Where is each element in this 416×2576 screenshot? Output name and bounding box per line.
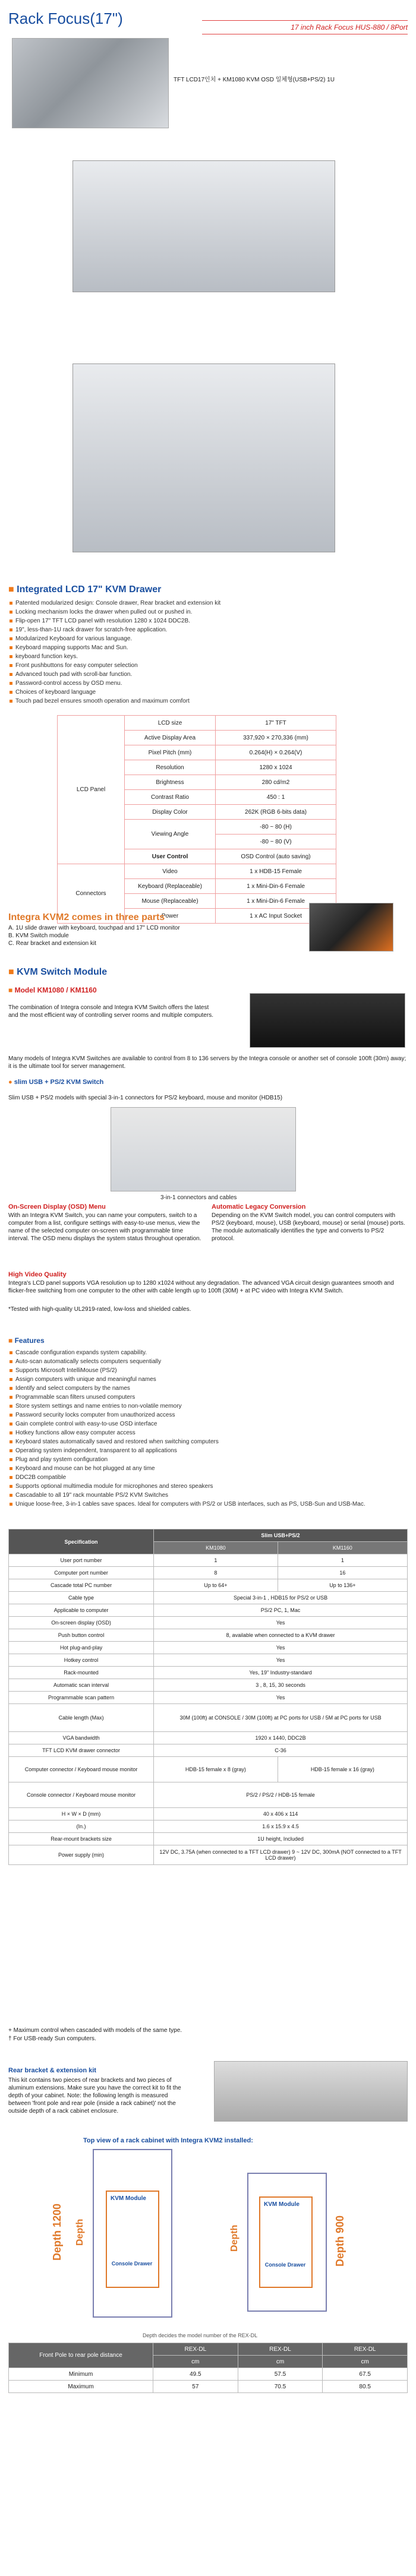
integrated-bullet: keyboard function keys.	[8, 652, 365, 661]
integrated-bullets	[8, 599, 365, 706]
feature-item: Supports Microsoft IntelliMouse (PS/2)	[8, 1366, 401, 1375]
spec-label: Push button control	[9, 1629, 154, 1642]
spec-value: 337,920 × 270,336 (mm)	[216, 731, 336, 745]
feature-item: Store system settings and name entries to non-volatile memory	[8, 1402, 401, 1411]
spec-label: Active Display Area	[125, 731, 216, 745]
feature-item: Plug and play system configuration	[8, 1455, 401, 1464]
video-text: Integra's LCD panel supports VGA resolution up to 1280 x1024 without any degradation. The advanced VGA circuit design guarantees smooth and flicker-free switching from one computer to the other with cable length up to 100ft (30M) + at PC video with Integra KVM Switch.	[8, 1280, 394, 1294]
depth-1200-label: Depth 1200	[51, 2203, 63, 2261]
module-frame-right	[259, 2196, 313, 2288]
depth-value: 67.5	[323, 2368, 408, 2381]
integrated-bullet: Front pushbuttons for easy computer selection	[8, 661, 365, 670]
feature-item: DDC2B compatible	[8, 1473, 401, 1482]
spec-label: VGA bandwidth	[9, 1732, 154, 1744]
switch-spec-table	[8, 1529, 408, 1865]
spec-label: Power supply (min)	[9, 1845, 154, 1865]
product-subtitle: 17 inch Rack Focus HUS-880 / 8Port	[202, 20, 408, 34]
kvm-module-label-left: KVM Module	[111, 2195, 146, 2202]
feature-item: Gain complete control with easy-to-use OSD interface	[8, 1420, 401, 1428]
integrated-bullet: Locking mechanism locks the drawer when pulled out or pushed in.	[8, 608, 365, 617]
spec-label: Applicable to computer	[9, 1604, 154, 1617]
integrated-bullet: Password-control access by OSD menu.	[8, 679, 365, 688]
spec-value: -80 ~ 80 (H)	[216, 820, 336, 835]
product-title: Rack Focus(17")	[8, 10, 123, 27]
switch-paragraph-2: Many models of Integra KVM Switches are available to control from 8 to 136 servers by the Integra console or another set of console 100ft (30m) away; it is the ultimate tool for server management.	[8, 1055, 406, 1070]
spec-value: Up to 136+	[278, 1579, 407, 1592]
slim-description: Slim USB + PS/2 models with special 3-in-1 connectors for PS/2 keyboard, mouse and monitor (HDB15)	[8, 1095, 283, 1101]
spec-value: 16	[278, 1567, 407, 1579]
spec-label: LCD size	[125, 716, 216, 731]
spec-label: TFT LCD KVM drawer connector	[9, 1744, 154, 1757]
depth-value: 70.5	[238, 2381, 323, 2393]
bracket-photo	[214, 2061, 408, 2122]
spec-value: Up to 64+	[154, 1579, 278, 1592]
spec-label: Contrast Ratio	[125, 790, 216, 805]
depth-table-header: Front Pole to rear pole distance	[9, 2343, 153, 2368]
depth-row-label: Minimum	[9, 2368, 153, 2381]
spec-label: Hot plug-and-play	[9, 1642, 154, 1654]
depth-row-label: Maximum	[9, 2381, 153, 2393]
spec-label: Viewing Angle	[125, 820, 216, 849]
spec-value: 280 cd/m2	[216, 775, 336, 790]
spec-value: Yes	[154, 1654, 408, 1667]
spec-value: 1.6 x 15.9 x 4.5	[154, 1820, 408, 1833]
spec-label: Pixel Pitch (mm)	[125, 745, 216, 760]
spec-value: 1920 x 1440, DDC2B	[154, 1732, 408, 1744]
kvm-drawer-photo	[12, 38, 169, 128]
features-title: ■ Features	[8, 1336, 45, 1345]
spec-label: Power	[125, 909, 216, 924]
rex-col: REX-DL	[238, 2343, 323, 2356]
kvm-switch-photo	[250, 993, 405, 1048]
spec-label: Display Color	[125, 805, 216, 820]
model-col-1: KM1080	[154, 1542, 278, 1554]
spec-value: 0.264(H) × 0.264(V)	[216, 745, 336, 760]
kvm2-item: B. KVM Switch module	[8, 933, 69, 939]
spec-label: Video	[125, 864, 216, 879]
kvm-module-label-right: KVM Module	[264, 2201, 300, 2208]
spec-value: 1 x Mini-Din-6 Female	[216, 879, 336, 894]
cable-caption: 3-in-1 connectors and cables	[160, 1194, 237, 1201]
module-frame-left	[106, 2191, 159, 2288]
spec-value: 1	[278, 1554, 407, 1567]
unit-col: cm	[153, 2356, 238, 2368]
spec-note-1: + Maximum control when cascaded with models of the same type.	[8, 2027, 182, 2034]
kvm2-item: A. 1U slide drawer with keyboard, touchpad and 17" LCD monitor	[8, 925, 180, 931]
feature-item: Hotkey functions allow easy computer access	[8, 1428, 401, 1437]
spec-value: PS/2 PC, 1, Mac	[154, 1604, 408, 1617]
spec-value: C-36	[154, 1744, 408, 1757]
spec-value: 12V DC, 3.75A (when connected to a TFT LCD drawer) 9 ~ 12V DC, 300mA (NOT connected to a TFT LCD drawer)	[154, 1845, 408, 1865]
integrated-bullet: Flip-open 17" TFT LCD panel with resolution 1280 x 1024 DDC2B.	[8, 617, 365, 625]
spec-label: Programmable scan pattern	[9, 1692, 154, 1704]
kvm2-title: Integra KVM2 comes in three parts	[8, 912, 165, 922]
rex-col: REX-DL	[323, 2343, 408, 2356]
spec-value: Yes, 19" Industry-standard	[154, 1667, 408, 1679]
spec-label: On-screen display (OSD)	[9, 1617, 154, 1629]
lcd-panel-group: LCD Panel	[58, 716, 125, 864]
integrated-title-text: Integrated LCD 17" KVM Drawer	[17, 584, 162, 595]
feature-item: Operating system independent, transparent to all applications	[8, 1446, 401, 1455]
feature-item: Auto-scan automatically selects computers sequentially	[8, 1357, 401, 1366]
spec-value: PS/2 / PS/2 / HDB-15 female	[154, 1782, 408, 1808]
spec-value: 1	[154, 1554, 278, 1567]
depth-label-left: Depth	[75, 2218, 85, 2246]
spec-label: Rear-mount brackets size	[9, 1833, 154, 1845]
switch-paragraph-1: The combination of Integra console and Integra KVM Switch offers the latest and the most efficient way of controlling server rooms and multiple computers.	[8, 1004, 213, 1019]
bracket-text: This kit contains two pieces of rear brackets and two pieces of aluminum extensions. Make sure you have the correct kit to fit the depth of your cabinet. Note: the following length is measured between 'front pole and rear pole (inside a rack cabinet)' not the outside depth of a rack cabinet enclosure.	[8, 2077, 181, 2114]
spec-label: Console connector / Keyboard mouse monitor	[9, 1782, 154, 1808]
spec-value: OSD Control (auto saving)	[216, 849, 336, 864]
integrated-bullet: Touch pad bezel ensures smooth operation and maximum comfort	[8, 697, 365, 706]
cable-photo	[111, 1107, 296, 1191]
spec-note-2: † For USB-ready Sun computers.	[8, 2035, 96, 2042]
osd-title: On-Screen Display (OSD) Menu	[8, 1203, 106, 1210]
feature-item: Keyboard and mouse can be hot plugged at any time	[8, 1464, 401, 1473]
spec-value: 1 x Mini-Din-6 Female	[216, 894, 336, 909]
depth-value: 49.5	[153, 2368, 238, 2381]
legacy-text: Depending on the KVM Switch model, you can control computers with PS/2 (keyboard, mouse), USB (keyboard, mouse) or serial (mouse) ports. The module automatically identifies the type and converts to PS/2 protocol.	[212, 1212, 405, 1242]
feature-item: Unique loose-free, 3-in-1 cables save spaces. Ideal for computers with PS/2 or USB interfaces, such as PS, USB-Sun and USB-Mac.	[8, 1500, 401, 1509]
spec-value: Yes	[154, 1617, 408, 1629]
spec-value: HDB-15 female x 16 (gray)	[278, 1757, 407, 1782]
integrated-bullet: Patented modularized design: Console drawer, Rear bracket and extension kit	[8, 599, 365, 608]
spec-label: Hotkey control	[9, 1654, 154, 1667]
feature-item: Programmable scan filters unused computers	[8, 1393, 401, 1402]
spec-label: (In.)	[9, 1820, 154, 1833]
bracket-title: Rear bracket & extension kit	[8, 2067, 96, 2074]
spec-value: 1U height, Included	[154, 1833, 408, 1845]
tested-note: *Tested with high-quality UL2919-rated, low-loss and shielded cables.	[8, 1306, 191, 1313]
spec-value: 262K (RGB 6-bits data)	[216, 805, 336, 820]
spec-value: 17" TFT	[216, 716, 336, 731]
console-drawer-label-right: Console Drawer	[264, 2262, 306, 2268]
spec-value: 1 x HDB-15 Female	[216, 864, 336, 879]
spec-value: 3 , 8, 15, 30 seconds	[154, 1679, 408, 1692]
spec-value: 8	[154, 1567, 278, 1579]
depth-table	[8, 2343, 408, 2393]
rex-col: REX-DL	[153, 2343, 238, 2356]
spec-value: Yes	[154, 1692, 408, 1704]
spec-value: 8, available when connected to a KVM drawer	[154, 1629, 408, 1642]
spec-label: Mouse (Replaceable)	[125, 894, 216, 909]
switch-model-text: Model KM1080 / KM1160	[14, 986, 97, 994]
spec-label: Automatic scan interval	[9, 1679, 154, 1692]
feature-item: Supports optional multimedia module for microphones and stereo speakers	[8, 1482, 401, 1491]
console-drawer-label-left: Console Drawer	[111, 2261, 153, 2267]
features-title-text: Features	[14, 1336, 45, 1345]
spec-label: Resolution	[125, 760, 216, 775]
feature-item: Cascadable to all 19" rack mountable PS/2 KVM Switches	[8, 1491, 401, 1500]
slim-title-text: slim USB + PS/2 KVM Switch	[14, 1079, 104, 1086]
feature-item: Assign computers with unique and meaningful names	[8, 1375, 401, 1384]
connectors-group: Connectors	[58, 864, 125, 924]
three-parts-image	[309, 903, 393, 952]
switch-title-text: KVM Switch Module	[17, 967, 108, 977]
unit-col: cm	[238, 2356, 323, 2368]
spec-value: 450 : 1	[216, 790, 336, 805]
depth-value: 57.5	[238, 2368, 323, 2381]
spec-label: Cascade total PC number	[9, 1579, 154, 1592]
feature-item: Keyboard states automatically saved and restored when switching computers	[8, 1437, 401, 1446]
depth-label-right: Depth	[229, 2224, 239, 2252]
kvm2-item: C. Rear bracket and extension kit	[8, 940, 96, 947]
spec-value: 1 x AC Input Socket	[216, 909, 336, 924]
spec-value: 40 x 406 x 114	[154, 1808, 408, 1820]
model-header: Slim USB+PS/2	[154, 1529, 408, 1542]
depth-900-label: Depth 900	[334, 2215, 346, 2267]
lcd-spec-table	[57, 715, 336, 924]
integrated-bullet: 19", less-than-1U rack drawer for scratch-free application.	[8, 625, 365, 634]
spec-value: 30M (100ft) at CONSOLE / 30M (100ft) at PC ports for USB / 5M at PC ports for USB	[154, 1704, 408, 1732]
depth-value: 57	[153, 2381, 238, 2393]
topview-title: Top view of a rack cabinet with Integra KVM2 installed:	[83, 2137, 253, 2144]
spec-label: User Control	[125, 849, 216, 864]
integrated-bullet: Choices of keyboard language	[8, 688, 365, 697]
spec-value: 1280 x 1024	[216, 760, 336, 775]
spec-label: Computer connector / Keyboard mouse monitor	[9, 1757, 154, 1782]
spec-label: User port number	[9, 1554, 154, 1567]
spec-value: -80 ~ 80 (V)	[216, 835, 336, 849]
integrated-bullet: Advanced touch pad with scroll-bar function.	[8, 670, 365, 679]
switch-model: ■ Model KM1080 / KM1160	[8, 986, 97, 994]
model-col-2: KM1160	[278, 1542, 407, 1554]
spec-label: H × W × D (mm)	[9, 1808, 154, 1820]
spec-value: Yes	[154, 1642, 408, 1654]
spec-label: Rack-mounted	[9, 1667, 154, 1679]
feature-item: Password security locks computer from unauthorized access	[8, 1411, 401, 1420]
rack-photo-2	[73, 364, 335, 552]
product-description: TFT LCD17인치 + KM1080 KVM OSD 일체형(USB+PS/2) 1U	[174, 77, 335, 83]
spec-value: HDB-15 female x 8 (gray)	[154, 1757, 278, 1782]
depth-value: 80.5	[323, 2381, 408, 2393]
rack-photo-1	[73, 160, 335, 292]
slim-title: ● slim USB + PS/2 KVM Switch	[8, 1079, 104, 1086]
spec-header: Specification	[9, 1529, 154, 1554]
spec-label: Cable type	[9, 1592, 154, 1604]
top-view-diagram	[51, 2149, 360, 2327]
diagram-caption: Depth decides the model number of the REX-DL	[143, 2332, 258, 2338]
features-list	[8, 1348, 401, 1509]
integrated-bullet: Keyboard mapping supports Mac and Sun.	[8, 643, 365, 652]
video-title: High Video Quality	[8, 1271, 67, 1278]
feature-item: Cascade configuration expands system capability.	[8, 1348, 401, 1357]
unit-col: cm	[323, 2356, 408, 2368]
feature-item: Identify and select computers by the names	[8, 1384, 401, 1393]
integrated-bullet: Modularized Keyboard for various language.	[8, 634, 365, 643]
spec-label: Computer port number	[9, 1567, 154, 1579]
switch-title: ■ KVM Switch Module	[8, 967, 108, 977]
legacy-title: Automatic Legacy Conversion	[212, 1203, 306, 1210]
spec-label: Keyboard (Replaceable)	[125, 879, 216, 894]
integrated-title: ■ Integrated LCD 17" KVM Drawer	[8, 584, 162, 595]
osd-text: With an Integra KVM Switch, you can name your computers, switch to a computer from a list, configure settings with easy-to-use menus, view the name of the selected computer on-screen with programmable time interval. The OSD menu displays the system status throughout operation.	[8, 1212, 201, 1242]
spec-value: Special 3-in-1 , HDB15 for PS/2 or USB	[154, 1592, 408, 1604]
spec-label: Cable length (Max)	[9, 1704, 154, 1732]
spec-label: Brightness	[125, 775, 216, 790]
